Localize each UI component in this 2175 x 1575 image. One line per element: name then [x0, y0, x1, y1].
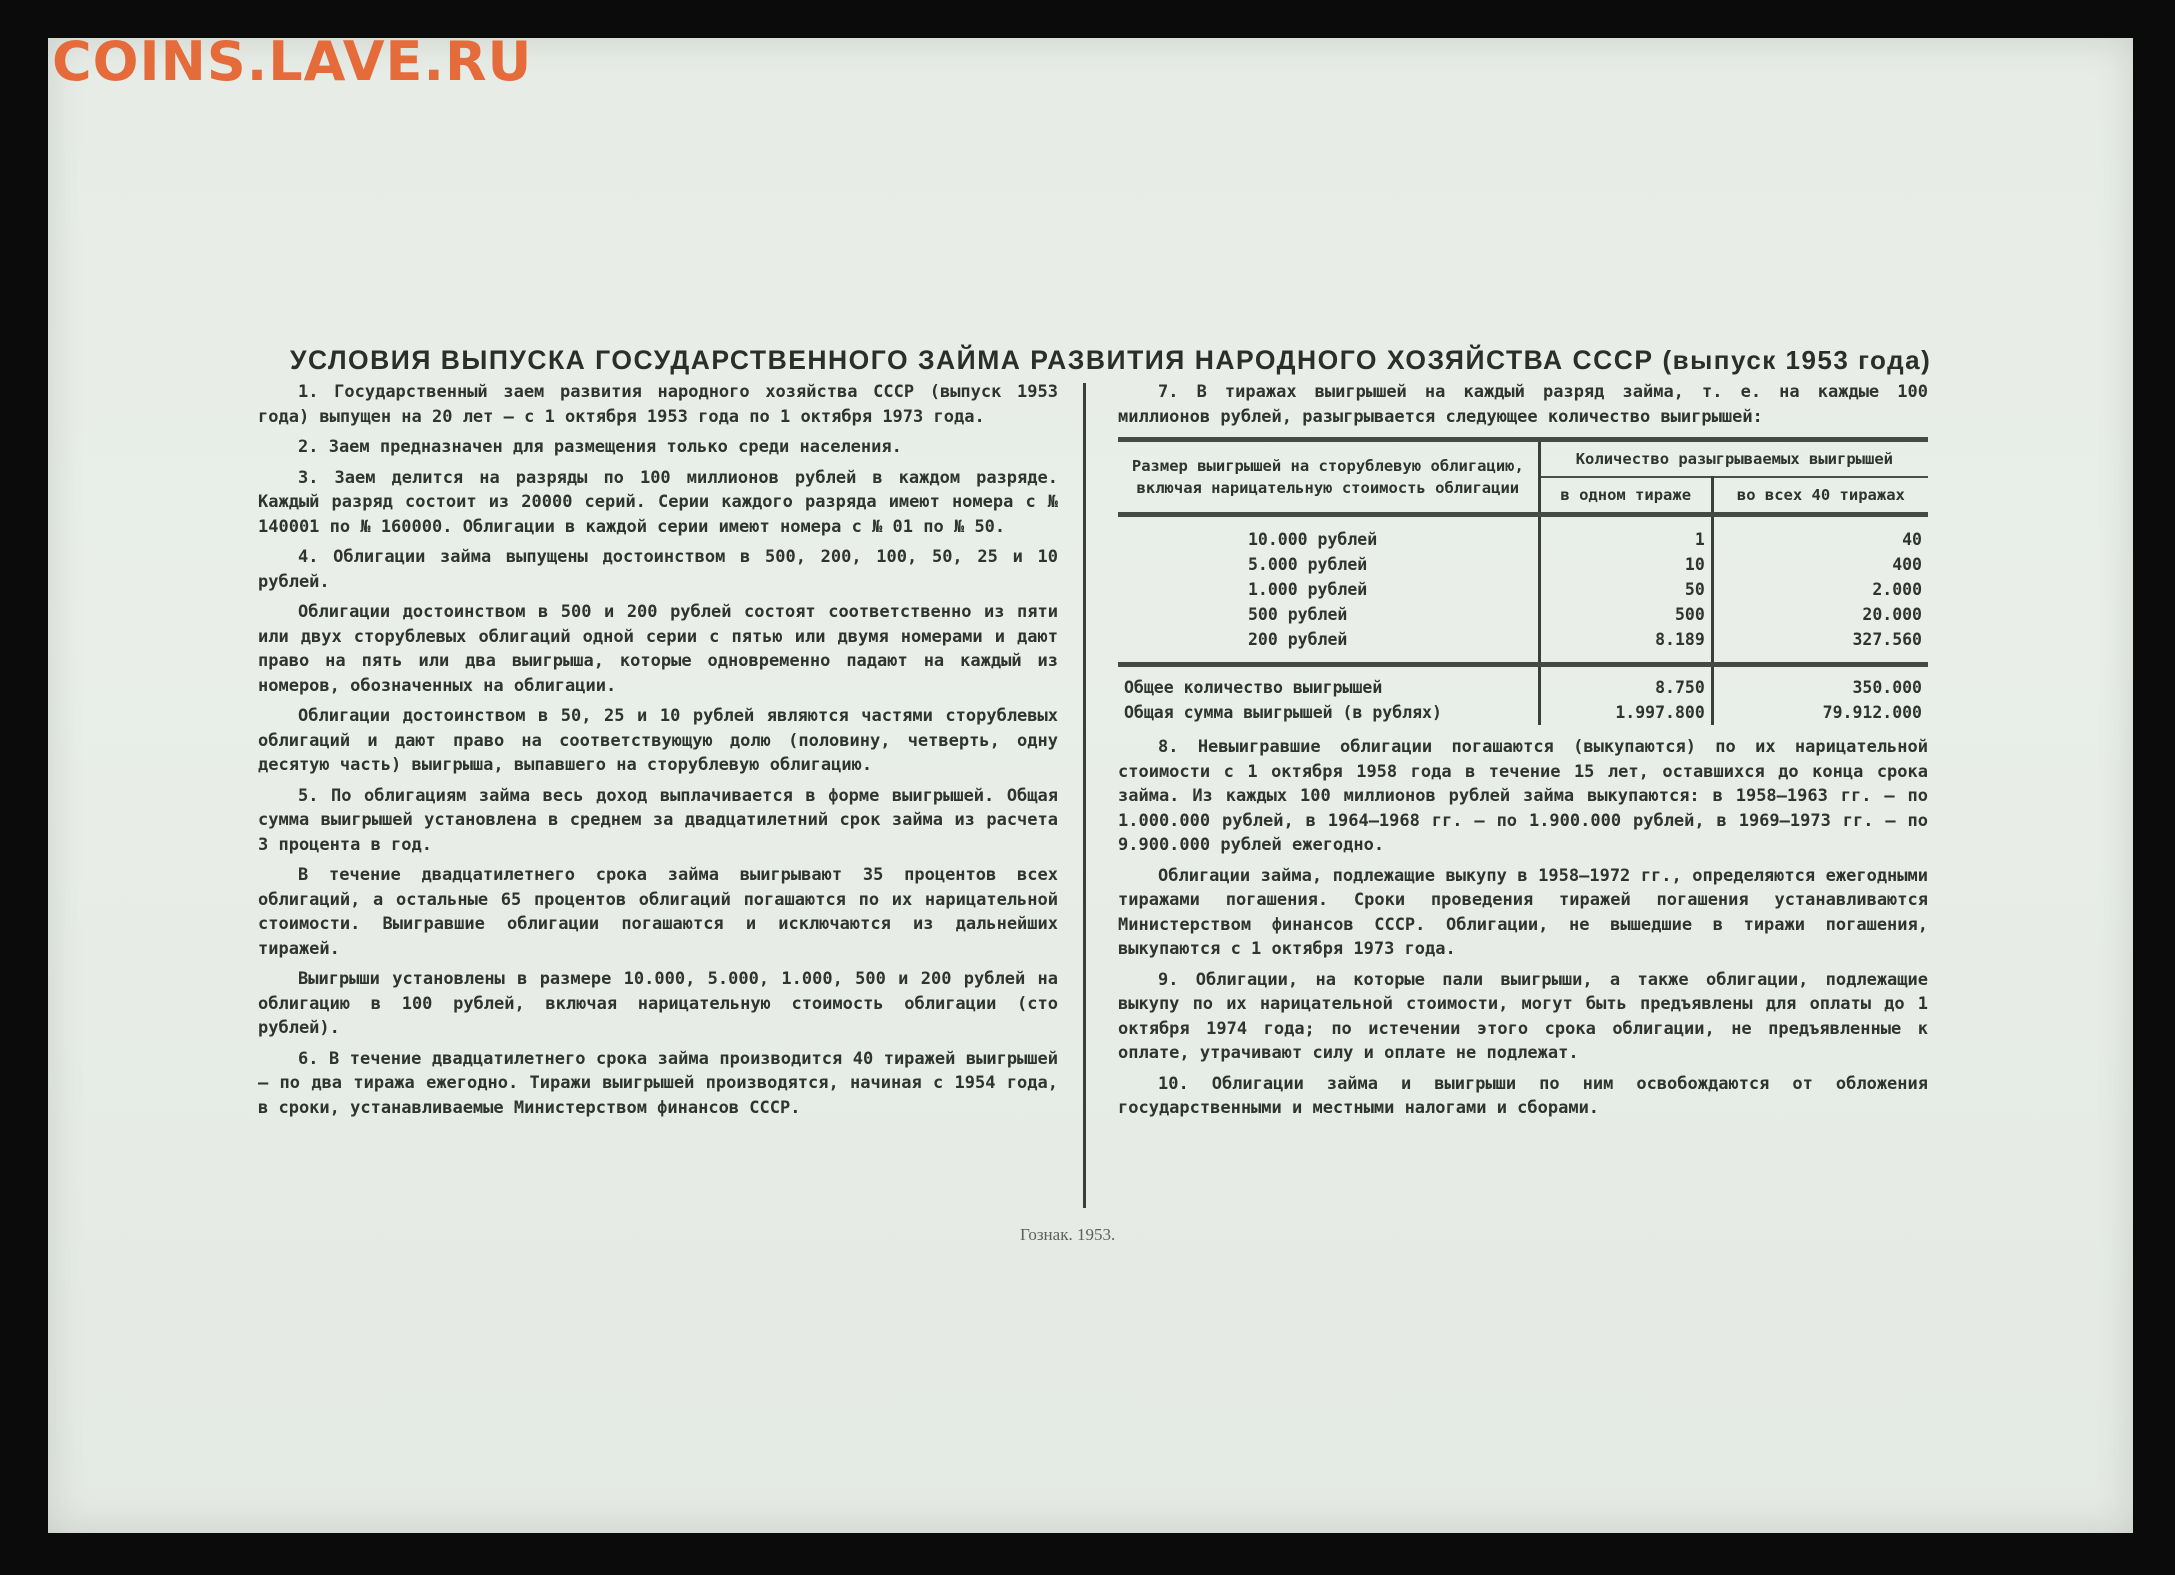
header-prize-count: Количество разыгрываемых выигрышей [1539, 440, 1928, 478]
clause-4-paragraph-3: Облигации достоинством в 50, 25 и 10 рублей являются частями сторублевых облигаций и дают право на соответствующую долю (половину, четверть, одну десятую часть) выигрыша, выпавшего на сторублевую облигацию. [258, 706, 1058, 775]
prize-size: 200 рублей [1248, 630, 1348, 649]
prize-table [1118, 437, 1928, 725]
clause-5-paragraph-3: Выигрыши установлены в размере 10.000, 5.000, 1.000, 500 и 200 рублей на облигацию в 100 рублей, включая нарицательную стоимость облигации (сто рублей). [258, 969, 1058, 1038]
table-row [1118, 627, 1928, 665]
prize-size: 10.000 рублей [1248, 530, 1378, 549]
clause-4: 4. Облигации займа выпущены достоинством в 500, 200, 100, 50, 25 и 10 рублей. [258, 547, 1058, 592]
total-count-all: 350.000 [1712, 665, 1928, 701]
clause-8: 8. Невыигравшие облигации погашаются (выкупаются) по их нарицательной стоимости с 1 октября 1958 года в течение 15 лет, оставшихся до конца срока займа. Из каждых 100 миллионов рублей займа выкупаются: в 1958—1963 гг. — по 1.000.000 рублей, в 1964—1968 гг. — по 1.900.000 рублей, в 1969—1973 гг. — по 9.900.000 рублей ежегодно. [1118, 737, 1928, 855]
printer-imprint: Гознак. 1953. [1020, 1225, 1116, 1244]
watermark: COINS.LAVE.RU [52, 30, 533, 93]
clause-8-paragraph-2: Облигации займа, подлежащие выкупу в 1958—1972 гг., определяются ежегодными тиражами погашения. Сроки проведения тиражей погашения устанавливаются Министерством финансов СССР. Облигации, не вышедшие в тиражи погашения, выкупаются с 1 октября 1973 года. [1118, 865, 1928, 959]
prize-size: 5.000 рублей [1248, 555, 1368, 574]
total-count-row [1118, 665, 1928, 701]
title-main: УСЛОВИЯ ВЫПУСКА ГОСУДАРСТВЕННОГО ЗАЙМА РАЗВИТИЯ НАРОДНОГО ХОЗЯЙСТВА СССР [290, 345, 1654, 375]
prize-one-draw: 500 [1539, 602, 1712, 627]
prize-one-draw: 10 [1539, 552, 1712, 577]
table-row [1118, 602, 1928, 627]
prize-all-draws: 400 [1712, 552, 1928, 577]
left-column [258, 380, 1058, 1126]
clause-2: 2. Заем предназначен для размещения только среди населения. [298, 437, 902, 457]
header-all-draws: во всех 40 тиражах [1712, 477, 1928, 515]
total-sum-all: 79.912.000 [1712, 700, 1928, 725]
header-prize-size: Размер выигрышей на сторублевую облигацию, включая нарицательную стоимость облигации [1131, 457, 1524, 497]
total-sum-label: Общая сумма выигрышей (в рублях) [1124, 703, 1442, 722]
clause-3: 3. Заем делится на разряды по 100 миллионов рублей в каждом разряде. Каждый разряд состоит из 20000 серий. Серии каждого разряда имеют номера с № 140001 по № 160000. Облигации в каждой серии имеют номера с № 01 по № 50. [258, 467, 1058, 537]
column-divider [1083, 383, 1086, 1208]
prize-size: 500 рублей [1248, 605, 1348, 624]
document-title [290, 345, 1932, 376]
clause-7: 7. В тиражах выигрышей на каждый разряд займа, т. е. на каждые 100 миллионов рублей, разыгрывается следующее количество выигрышей: [1118, 382, 1928, 427]
total-count-one: 8.750 [1539, 665, 1712, 701]
prize-all-draws: 20.000 [1712, 602, 1928, 627]
clause-4-paragraph-2: Облигации достоинством в 500 и 200 рублей состоят соответственно из пяти или двух сторублевых облигаций одной серии с пятью или двумя номерами и дают право на пять или два выигрыша, которые одновременно падают на каждый из номеров, обозначенных на облигации. [258, 602, 1058, 696]
prize-all-draws: 327.560 [1712, 627, 1928, 665]
clause-10: 10. Облигации займа и выигрыши по ним освобождаются от обложения государственными и местными налогами и сборами. [1118, 1073, 1928, 1118]
right-column [1118, 380, 1928, 1127]
prize-all-draws: 2.000 [1712, 577, 1928, 602]
clause-5: 5. По облигациям займа весь доход выплачивается в форме выигрышей. Общая сумма выигрышей установлена в среднем за двадцатилетний срок займа из расчета 3 процента в год. [258, 785, 1058, 855]
header-one-draw: в одном тираже [1539, 477, 1712, 515]
prize-one-draw: 8.189 [1539, 627, 1712, 665]
total-sum-one: 1.997.800 [1539, 700, 1712, 725]
clause-5-paragraph-2: В течение двадцатилетнего срока займа выигрывают 35 процентов всех облигаций, а остальные 65 процентов облигаций погашаются по их нарицательной стоимости. Выигравшие облигации погашаются и исключаются из дальнейших тиражей. [258, 865, 1058, 959]
prize-one-draw: 50 [1539, 577, 1712, 602]
prize-size: 1.000 рублей [1248, 580, 1368, 599]
total-sum-row [1118, 700, 1928, 725]
table-row [1118, 515, 1928, 553]
prize-one-draw: 1 [1539, 515, 1712, 553]
clause-9: 9. Облигации, на которые пали выигрыши, а также облигации, подлежащие выкупу по их нарицательной стоимости, могут быть предъявлены для оплаты до 1 октября 1974 года; по истечении этого срока облигации, не предъявленные к оплате, утрачивают силу и оплате не подлежат. [1118, 969, 1928, 1063]
clause-6: 6. В течение двадцатилетнего срока займа производится 40 тиражей выигрышей — по два тиража ежегодно. Тиражи выигрышей производятся, начиная с 1954 года, в сроки, устанавливаемые Министерством финансов СССР. [258, 1048, 1058, 1118]
prize-all-draws: 40 [1712, 515, 1928, 553]
clause-1: 1. Государственный заем развития народного хозяйства СССР (выпуск 1953 года) выпущен на 20 лет — с 1 октября 1953 года по 1 октября 1973 года. [258, 382, 1058, 427]
total-count-label: Общее количество выигрышей [1124, 678, 1383, 697]
title-suffix: (выпуск 1953 года) [1662, 345, 1932, 375]
table-row [1118, 577, 1928, 602]
table-row [1118, 552, 1928, 577]
